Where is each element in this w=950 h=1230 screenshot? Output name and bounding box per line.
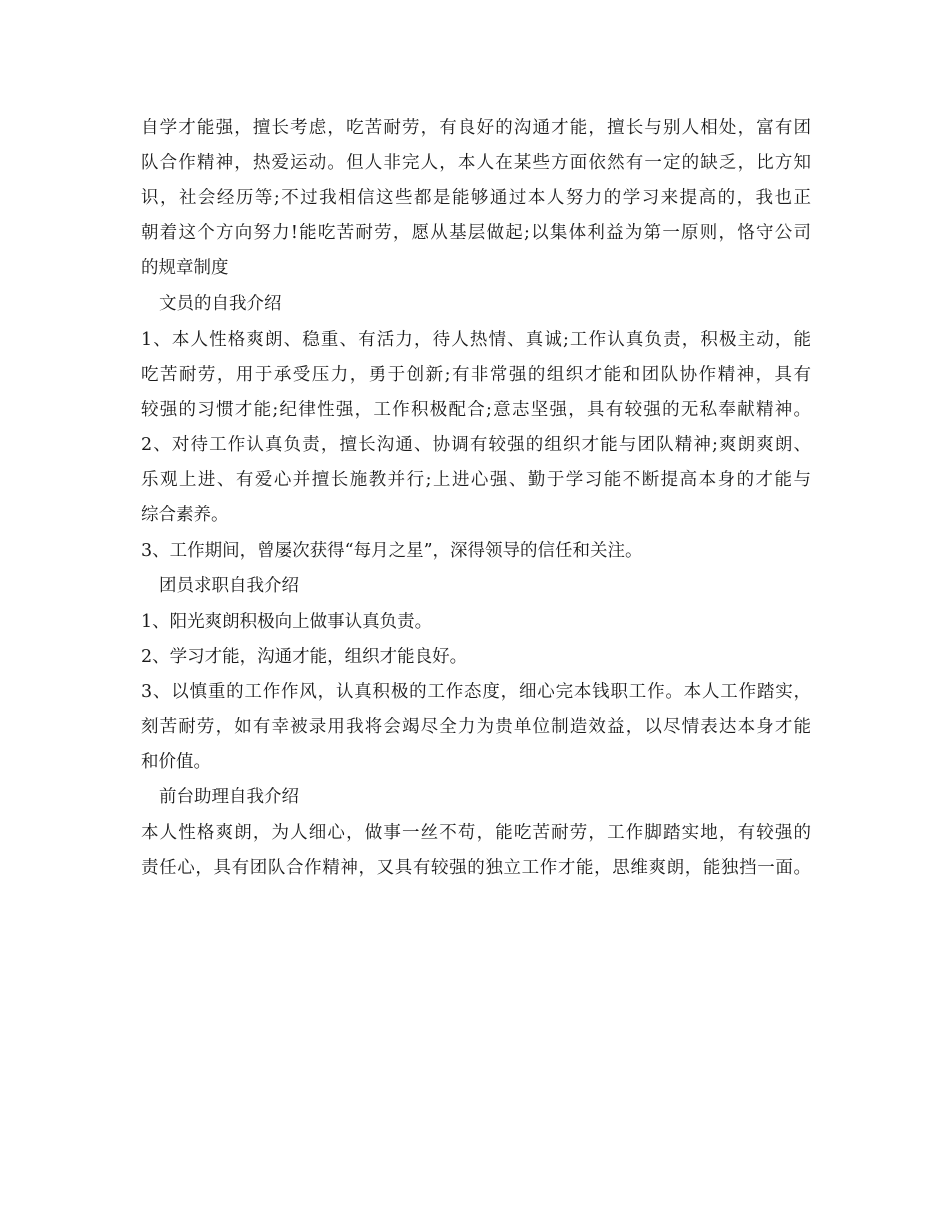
section1-line: 吃苦耐劳，用于承受压力，勇于创新;有非常强的组织才能和团队协作精神，具有 <box>141 365 811 385</box>
section2-line: 刻苦耐劳，如有幸被录用我将会竭尽全力为贵单位制造效益，以尽情表达本身才能 <box>141 717 811 737</box>
section1-line: 1、本人性格爽朗、稳重、有活力，待人热情、真诚;工作认真负责，积极主动，能 <box>141 330 811 350</box>
section1-line: 较强的习惯才能;纪律性强，工作积极配合;意志坚强，具有较强的无私奉献精神。 <box>141 400 811 420</box>
section2-line: 3、以慎重的工作作风，认真积极的工作态度，细心完本钱职工作。本人工作踏实， <box>141 682 811 702</box>
section1-line: 综合素养。 <box>141 505 229 525</box>
section1-line: 3、工作期间，曾屡次获得“每月之星”，深得领导的信任和关注。 <box>141 541 643 561</box>
intro-line: 的规章制度 <box>141 258 229 278</box>
section-heading-front-desk: 前台助理自我介绍 <box>159 787 299 807</box>
section3-line: 责任心，具有团队合作精神，又具有较强的独立工作才能，思维爽朗，能独挡一面。 <box>141 858 811 878</box>
section2-line: 1、阳光爽朗积极向上做事认真负责。 <box>141 612 433 632</box>
section3-line: 本人性格爽朗，为人细心，做事一丝不苟，能吃苦耐劳，工作脚踏实地，有较强的 <box>141 823 811 843</box>
intro-line: 识，社会经历等;不过我相信这些都是能够通过本人努力的学习来提高的，我也正 <box>141 188 811 208</box>
section-heading-clerk: 文员的自我介绍 <box>159 294 282 314</box>
section1-line: 乐观上进、有爱心并擅长施教并行;上进心强、勤于学习能不断提高本身的才能与 <box>141 470 811 490</box>
section2-line: 和价值。 <box>141 752 211 772</box>
intro-line: 队合作精神，热爱运动。但人非完人，本人在某些方面依然有一定的缺乏，比方知 <box>141 153 811 173</box>
intro-line: 朝着这个方向努力!能吃苦耐劳，愿从基层做起;以集体利益为第一原则，恪守公司 <box>141 223 811 243</box>
section-heading-league-member: 团员求职自我介绍 <box>159 576 299 596</box>
intro-line: 自学才能强，擅长考虑，吃苦耐劳，有良好的沟通才能，擅长与别人相处，富有团 <box>141 118 811 138</box>
section1-line: 2、对待工作认真负责，擅长沟通、协调有较强的组织才能与团队精神;爽朗爽朗、 <box>141 435 811 455</box>
section2-line: 2、学习才能，沟通才能，组织才能良好。 <box>141 647 468 667</box>
